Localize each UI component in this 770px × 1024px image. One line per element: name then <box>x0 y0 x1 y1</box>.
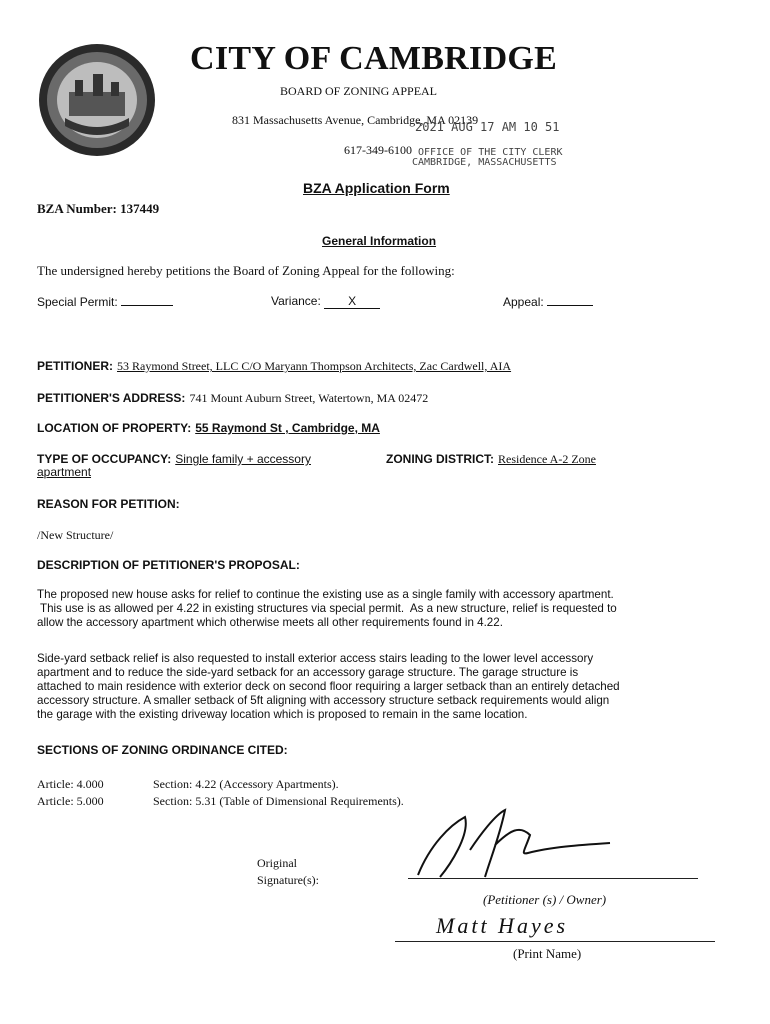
petitioner-signature-line <box>408 878 698 879</box>
petitioner-address-value: 741 Mount Auburn Street, Watertown, MA 02472 <box>189 391 429 405</box>
appeal-label: Appeal: <box>503 295 544 309</box>
petitioner-label: PETITIONER: <box>37 359 114 373</box>
print-name-caption: (Print Name) <box>513 946 582 961</box>
occupancy-value-line2: apartment <box>37 465 92 479</box>
description-label: DESCRIPTION OF PETITIONER'S PROPOSAL: <box>37 558 300 572</box>
appeal <box>503 294 593 309</box>
occupancy-value-line1: Single family + accessory <box>175 452 311 466</box>
petitioner-address-label: PETITIONER'S ADDRESS: <box>37 391 186 405</box>
special-permit <box>37 294 173 309</box>
form-title: BZA Application Form <box>303 180 450 196</box>
petitioner-caption: (Petitioner (s) / Owner) <box>483 892 607 907</box>
description-p2-line: apartment and to reduce the side-yard setback for an accessory garage structure. The garage structure is <box>37 666 579 679</box>
appeal-value <box>547 294 593 306</box>
zoning-district-label: ZONING DISTRICT: <box>386 452 494 466</box>
description-p1-line: This use is as allowed per 4.22 in existing structures via special permit. As a new structure, relief is requested to <box>37 602 617 615</box>
original-signature-label-line2: Signature(s): <box>257 873 319 887</box>
occupancy-label: TYPE OF OCCUPANCY: <box>37 452 172 466</box>
print-name-line <box>395 941 715 942</box>
zoning-district-value: Residence A-2 Zone <box>498 452 596 466</box>
signature-scribble-icon <box>410 805 620 885</box>
description-p2-line: Side-yard setback relief is also requested to install exterior access stairs leading to the lower level accessory <box>37 652 594 665</box>
bza-number <box>37 201 159 217</box>
description-p2-line: accessory structure. A smaller setback of 5ft aligning with accessory structure setback requirements would align <box>37 694 610 707</box>
description-p2-line: attached to main residence with exterior deck on second floor requiring a larger setback than an entirely detached <box>37 680 620 693</box>
variance-label: Variance: <box>271 294 321 308</box>
petitioner-address-row <box>37 389 428 407</box>
general-info-heading: General Information <box>322 234 437 248</box>
bza-number-label: BZA Number: <box>37 201 117 216</box>
description-paragraph-1 <box>37 588 737 630</box>
description-p2-line: the garage with the existing driveway location which is proposed to remain in the same location. <box>37 708 528 721</box>
description-p1-line: allow the accessory apartment which otherwise meets all other requirements found in 4.22. <box>37 616 503 629</box>
description-p1-line: The proposed new house asks for relief to continue the existing use as a single family with accessory apartment. <box>37 588 614 601</box>
received-stamp-office: OFFICE OF THE CITY CLERK <box>418 147 563 158</box>
variance-value: X <box>324 294 380 309</box>
board-name: BOARD OF ZONING APPEAL <box>280 84 438 98</box>
special-permit-label: Special Permit: <box>37 295 118 309</box>
variance <box>271 294 380 309</box>
section-citation: Section: 4.22 (Accessory Apartments). <box>153 777 339 791</box>
office-phone: 617-349-6100 <box>344 143 412 157</box>
special-permit-value <box>121 294 173 306</box>
city-seal-icon <box>35 40 160 160</box>
petitioner-value: 53 Raymond Street, LLC C/O Maryann Thompson Architects, Zac Cardwell, AIA <box>117 359 512 373</box>
city-title: CITY OF CAMBRIDGE <box>190 40 558 77</box>
original-signature-label-line1: Original <box>257 856 297 870</box>
zoning-row <box>386 450 596 468</box>
section-citation: Section: 5.31 (Table of Dimensional Requirements). <box>153 794 404 808</box>
received-stamp-date: 2021 AUG 17 AM 10 51 <box>415 120 560 134</box>
location-label: LOCATION OF PROPERTY: <box>37 421 192 435</box>
city-seal <box>35 40 160 160</box>
reason-value: /New Structure/ <box>37 528 114 542</box>
reason-label: REASON FOR PETITION: <box>37 497 180 511</box>
bza-number-value: 137449 <box>120 201 160 216</box>
printed-name-handwritten: Matt Hayes <box>436 913 569 938</box>
petitioner-row <box>37 357 511 375</box>
location-row <box>37 419 380 437</box>
petition-intro: The undersigned hereby petitions the Board of Zoning Appeal for the following: <box>37 263 455 278</box>
section-article: Article: 5.000 <box>37 794 104 808</box>
description-paragraph-2 <box>37 652 737 722</box>
sections-label: SECTIONS OF ZONING ORDINANCE CITED: <box>37 743 288 757</box>
section-article: Article: 4.000 <box>37 777 104 791</box>
office-address: 831 Massachusetts Avenue, Cambridge, MA 02139 <box>232 113 479 127</box>
received-stamp-city: CAMBRIDGE, MASSACHUSETTS <box>412 157 557 168</box>
location-value: 55 Raymond St , Cambridge, MA <box>195 421 380 435</box>
